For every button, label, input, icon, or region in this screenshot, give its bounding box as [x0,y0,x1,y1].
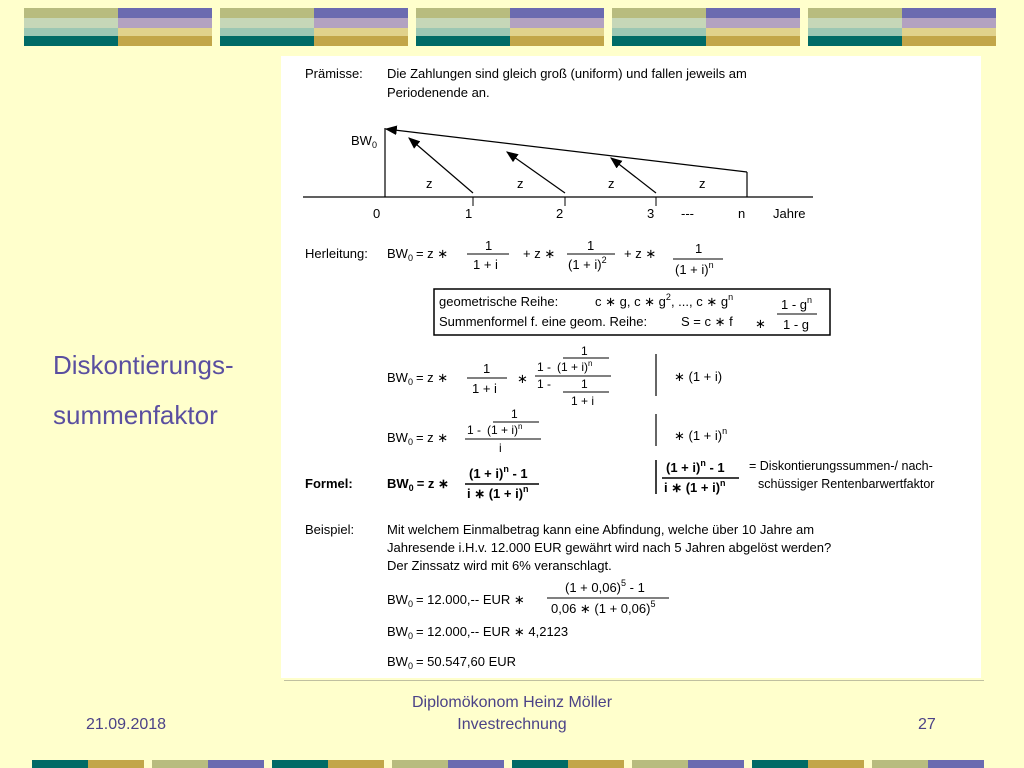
svg-text:1: 1 [511,407,518,421]
decor-block [416,8,604,46]
svg-text:1: 1 [581,377,588,391]
tick-label: n [738,206,746,221]
tick-label: 2 [556,206,564,221]
decor-block [808,8,996,46]
decor-block [612,8,800,46]
svg-text:+ z ∗: + z ∗ [624,246,657,261]
svg-text:1 - gn: $1 - g^n$ [781,295,813,312]
page-number: 27 [918,716,936,733]
svg-text:Der Zinssatz wird mit 6% veran: Der Zinssatz wird mit 6% veranschlagt. [387,558,612,573]
footer-author: Diplomökonom Heinz Möller [411,694,613,711]
svg-text:(1 + i)n - 1: $(1 + i)^n - 1$ [469,464,528,481]
svg-text:BW0= z ∗: $BW_0 = z$ ∗ [387,370,449,387]
payment-label: z [608,176,615,191]
svg-text:1: 1 [581,344,588,358]
bottom-decoration [32,760,992,768]
svg-text:1 + i: 1 + i [472,381,497,396]
svg-text:∗: ∗ [517,371,528,386]
svg-text:1 - g: 1 - g [783,317,810,332]
svg-text:1: 1 [587,238,595,253]
svg-text:(1 + i)2: $(1 + i)^2$ [568,255,607,272]
svg-text:S = c ∗ f: S = c ∗ f [681,314,733,329]
axis-unit-label: Jahre [773,206,806,221]
final-formula [305,458,739,501]
formula-label: Formel: [305,476,353,491]
svg-text:1 + i: 1 + i [473,257,498,272]
svg-text:(1 + i)n: $(1 + i)^n$ [675,260,714,277]
svg-text:i ∗ (1 + i)n: i ∗ $(1 + i)^n$ [467,484,529,501]
decor-block [220,8,408,46]
svg-text:i ∗ (1 + i)n: i ∗ $(1 + i)^n$ [664,478,726,495]
title-line-1: Diskontierungs- [53,350,234,380]
footer-center [380,692,644,736]
svg-text:(1 + 0,06)5 - 1: $(1 + 0,06)^5 - 1$ [565,578,645,595]
content-panel [281,56,981,678]
geometric-series-box [434,289,830,335]
svg-text:0,06 ∗ (1 + 0,06)5: 0,06 ∗ $(1 + 0,06)^5$ [551,599,656,616]
svg-text:BW0= z ∗: $BW_0 = z$ ∗ [387,430,449,447]
svg-text:1 -: 1 - [537,377,552,391]
svg-text:geometrische Reihe:: geometrische Reihe: [439,294,559,309]
svg-text:∗ (1 + i): ∗ (1 + i) [674,369,723,384]
footer-subject: Investrechnung [457,716,567,733]
example-section [305,522,831,671]
svg-text:BW0= 12.000,-- EUR ∗: $BW_0 = 12.000,--$ EUR ∗ [387,592,525,609]
svg-text:BW0= z ∗: $BW_0 = z$ ∗ [387,476,449,493]
svg-text:Summenformel f. eine geom. Rei: Summenformel f. eine geom. Reihe: [439,314,648,329]
derivation-label: Herleitung: [305,246,368,261]
footer-date: 21.09.2018 [86,716,167,733]
svg-text:c ∗ g, c ∗ g2, ..., c ∗ gn: c ∗ g, c ∗ $g^2$, ..., c ∗ $g^n$ [595,292,734,309]
svg-text:1: 1 [485,238,493,253]
tick-label: 0 [373,206,381,221]
svg-text:1 -(1 + i)n: $1 - (1 + i)^n$ [467,422,523,437]
footer-divider [284,680,984,681]
svg-text:BW0= 50.547,60 EUR: $BW_0 = 50.547,60$ EUR [387,654,517,671]
svg-text:+ z ∗: + z ∗ [523,246,556,261]
svg-text:1: 1 [695,241,703,256]
svg-text:1: 1 [483,361,491,376]
title-line-2: summenfaktor [53,400,218,430]
svg-text:(1 + i)n - 1: $(1 + i)^n - 1$ [666,458,725,475]
formula-description-1: = Diskontierungssummen-/ nach- [749,459,933,473]
formula-sheet [281,56,981,678]
svg-text:Jahresende i.H.v. 12.000 EUR g: Jahresende i.H.v. 12.000 EUR gewährt wird nach 5 Jahren abgelöst werden? [387,540,832,555]
derivation-formula [305,238,723,277]
premise-line-2: Periodenende an. [387,85,490,100]
formula-description-2: schüssiger Rentenbarwertfaktor [758,477,935,491]
svg-text:Mit welchem Einmalbetrag kann: Mit welchem Einmalbetrag kann eine Abfindung, welche über 10 Jahre am [387,522,815,537]
payment-label: z [517,176,524,191]
discount-arrow-1 [409,138,473,193]
tick-label: 1 [465,206,473,221]
example-label: Beispiel: [305,522,355,537]
svg-text:BW0= 12.000,-- EUR ∗ 4,2123: $BW_0 = 12.000,--$ EUR ∗ 4,2123 [387,624,569,641]
svg-text:∗: ∗ [755,316,766,331]
svg-text:1 + i: 1 + i [571,394,595,408]
derivation-step-1 [387,344,722,408]
svg-text:i: i [499,441,502,455]
decor-block [24,8,212,46]
tick-label: 3 [647,206,655,221]
svg-text:∗ (1 + i)n: ∗ $(1 + i)^n$ [674,426,728,443]
top-decoration [24,8,1000,46]
tick-label: --- [681,206,694,221]
timeline-diagram [303,128,813,221]
premise-line-1: Die Zahlungen sind gleich groß (uniform) und fallen jeweils am [387,66,747,81]
slide-title [53,340,234,440]
svg-text:BW0= z ∗: $BW_0 = z$ ∗ [387,246,449,263]
derivation-step-2 [387,407,727,455]
payment-label: z [699,176,706,191]
payment-label: z [426,176,433,191]
svg-text:1 -(1 + i)n: $1 - (1 + i)^n$ [537,359,593,374]
bw0-label: $BW_0$ [351,133,377,150]
discount-arrow-2 [507,152,565,193]
discount-arrow-3 [611,158,656,193]
premise-label: Prämisse: [305,66,363,81]
